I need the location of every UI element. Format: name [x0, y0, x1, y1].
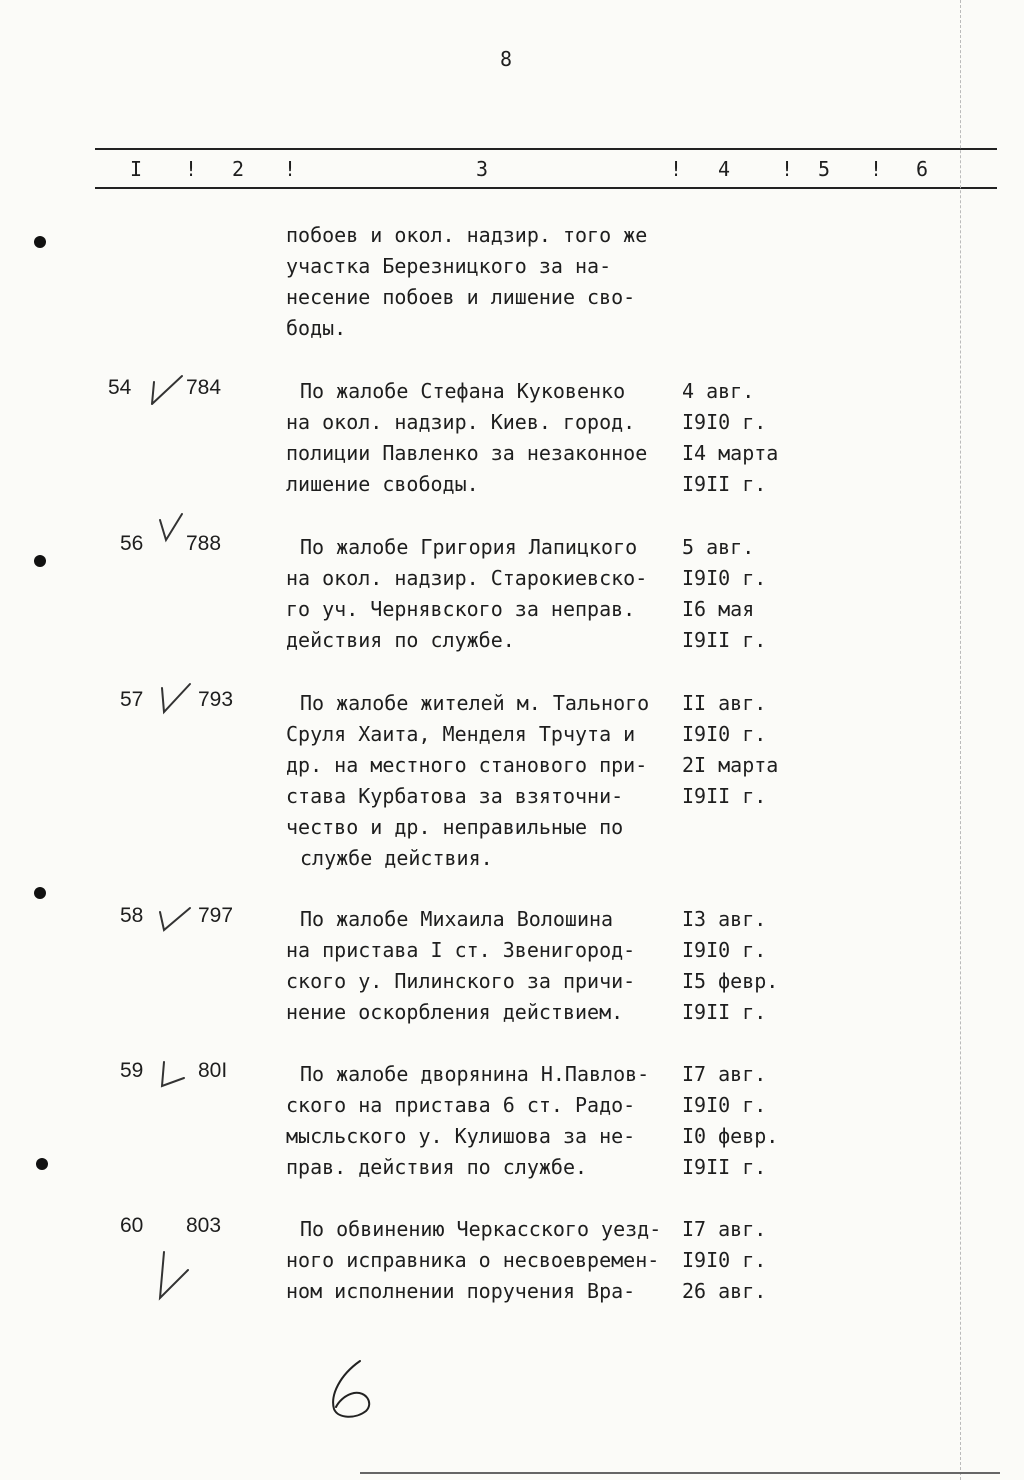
description-line: службе действия.: [300, 846, 493, 870]
description-line: др. на местного станового при-: [286, 753, 648, 777]
file-number: 797: [198, 904, 234, 927]
date-line: I9II г.: [682, 1000, 767, 1024]
binding-hole-icon: [32, 885, 48, 901]
description-line: ного исправника о несвоевремен-: [286, 1248, 660, 1272]
date-line: I9I0 г.: [682, 938, 767, 962]
date-line: I9II г.: [682, 1155, 767, 1179]
description-line: на пристава I ст. Звенигород-: [286, 938, 636, 962]
entry-dates: [682, 904, 778, 1028]
column-separator: !: [670, 157, 683, 181]
file-number: 788: [186, 532, 222, 555]
description-line: мысльского у. Кулишова за не-: [286, 1124, 636, 1148]
description-line: чество и др. неправильные по: [286, 815, 624, 839]
pencil-checkmark-icon: [156, 678, 196, 718]
entry-number: 59: [120, 1059, 144, 1082]
column-header-4: 4: [718, 157, 731, 181]
date-line: I9II г.: [682, 784, 767, 808]
description-line: ского на пристава 6 ст. Радо-: [286, 1093, 636, 1117]
register-entry: [0, 688, 1024, 888]
date-line: 5 авг.: [682, 535, 755, 559]
page-edge-right: [960, 0, 961, 1480]
description-line: ном исполнении поручения Вра-: [286, 1279, 636, 1303]
date-line: 26 авг.: [682, 1279, 767, 1303]
entry-description: [286, 376, 700, 500]
pencil-checkmark-icon: [154, 1058, 194, 1092]
date-line: I4 марта: [682, 441, 779, 465]
entry-dates: [682, 1214, 766, 1307]
column-separator: !: [284, 157, 297, 181]
description-line: полиции Павленко за незаконное: [286, 441, 648, 465]
date-line: I5 февр.: [682, 969, 779, 993]
entry-dates: [682, 532, 766, 656]
page-number: 8: [500, 47, 513, 71]
header-bottom-rule: [95, 187, 997, 189]
description-line: Сруля Хаита, Менделя Трчута и: [286, 722, 636, 746]
date-line: 2I марта: [682, 753, 779, 777]
continuation-description: [286, 220, 686, 344]
entry-number: 60: [120, 1214, 144, 1237]
description-line: По жалобе Стефана Куковенко: [300, 379, 626, 403]
entry-number: 56: [120, 532, 144, 555]
column-header-1: I: [130, 157, 143, 181]
entry-description: [286, 904, 700, 1028]
description-line: По жалобе Григория Лапицкого: [300, 535, 638, 559]
entry-dates: [682, 376, 778, 500]
file-number: 784: [186, 376, 222, 399]
description-line: По жалобе Михаила Волошина: [300, 907, 614, 931]
column-separator: !: [781, 157, 794, 181]
page-edge-bottom: [360, 1472, 1000, 1474]
handwritten-six-icon: [320, 1355, 390, 1425]
column-header-3: 3: [476, 157, 489, 181]
column-header-6: 6: [916, 157, 929, 181]
header-top-rule: [95, 148, 997, 150]
file-number: 80I: [198, 1059, 228, 1082]
binding-hole-icon: [34, 1156, 50, 1172]
column-separator: !: [870, 157, 883, 181]
column-header-2: 2: [232, 157, 245, 181]
pencil-checkmark-icon: [154, 510, 188, 544]
entry-dates: [682, 688, 778, 812]
date-line: 4 авг.: [682, 379, 755, 403]
date-line: I9I0 г.: [682, 566, 767, 590]
entry-dates: [682, 1059, 778, 1183]
entry-number: 54: [108, 376, 132, 399]
binding-hole-icon: [32, 234, 48, 250]
entry-description: [286, 1059, 700, 1183]
file-number: 793: [198, 688, 234, 711]
date-line: I9I0 г.: [682, 1248, 767, 1272]
description-line: става Курбатова за взяточни-: [286, 784, 624, 808]
description-line: действия по службе.: [286, 628, 515, 652]
register-entry: [0, 904, 1024, 1044]
continuation-entry: [0, 220, 1024, 360]
binding-hole-icon: [32, 553, 48, 569]
description-line: По жалобе дворянина Н.Павлов-: [300, 1062, 650, 1086]
date-line: I7 авг.: [682, 1062, 767, 1086]
column-header-5: 5: [818, 157, 831, 181]
date-line: I9I0 г.: [682, 722, 767, 746]
date-line: I0 февр.: [682, 1124, 779, 1148]
pencil-checkmark-icon: [156, 904, 194, 934]
date-line: I9I0 г.: [682, 410, 767, 434]
date-line: I3 авг.: [682, 907, 767, 931]
description-line: участка Березницкого за на-: [286, 254, 612, 278]
description-line: По обвинению Черкасского уезд-: [300, 1217, 662, 1241]
description-line: боды.: [286, 316, 347, 340]
date-line: I9II г.: [682, 628, 767, 652]
date-line: I9II г.: [682, 472, 767, 496]
entry-number: 58: [120, 904, 144, 927]
date-line: I9I0 г.: [682, 1093, 767, 1117]
pencil-checkmark-icon: [150, 1248, 194, 1308]
description-line: По жалобе жителей м. Тального: [300, 691, 650, 715]
description-line: на окол. надзир. Старокиевско-: [286, 566, 648, 590]
register-entry: [0, 532, 1024, 672]
description-line: несение побоев и лишение сво-: [286, 285, 636, 309]
entry-description: [286, 688, 700, 874]
column-separator: !: [185, 157, 198, 181]
description-line: лишение свободы.: [286, 472, 479, 496]
description-line: на окол. надзир. Киев. город.: [286, 410, 636, 434]
description-line: нение оскорбления действием.: [286, 1000, 624, 1024]
pencil-checkmark-icon: [146, 370, 186, 410]
description-line: го уч. Чернявского за неправ.: [286, 597, 636, 621]
entry-number: 57: [120, 688, 144, 711]
entry-description: [286, 532, 700, 656]
date-line: II авг.: [682, 691, 767, 715]
handwritten-page-mark: [320, 1355, 390, 1430]
file-number: 803: [186, 1214, 222, 1237]
description-line: побоев и окол. надзир. того же: [286, 223, 648, 247]
date-line: I6 мая: [682, 597, 755, 621]
date-line: I7 авг.: [682, 1217, 767, 1241]
description-line: ского у. Пилинского за причи-: [286, 969, 636, 993]
description-line: прав. действия по службе.: [286, 1155, 588, 1179]
entry-description: [286, 1214, 700, 1307]
